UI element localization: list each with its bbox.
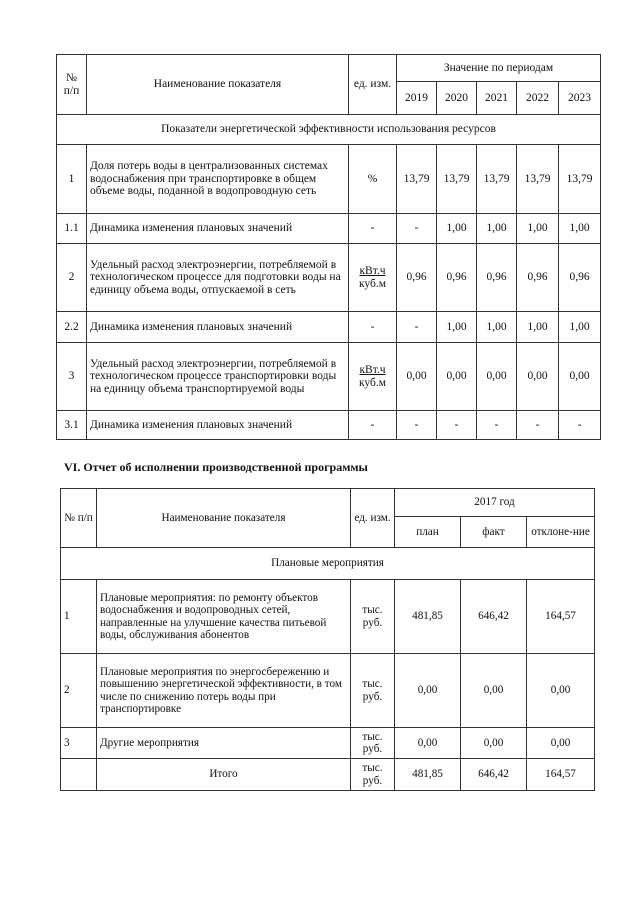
header-number: № п/п bbox=[61, 489, 97, 548]
row-fact: 646,42 bbox=[461, 580, 527, 654]
row-unit: % bbox=[349, 145, 397, 214]
total-label: Итого bbox=[97, 759, 351, 791]
table-row bbox=[61, 654, 595, 728]
header-indicator-name: Наименование показателя bbox=[97, 489, 351, 548]
row-indicator-name: Плановые мероприятия по энергосбережению и повышению энергетической эффективности, в том числе по снижению потерь воды при транспортировке bbox=[97, 654, 351, 728]
row-value: 0,00 bbox=[397, 343, 437, 411]
row-value: - bbox=[397, 411, 437, 440]
row-value: 0,96 bbox=[477, 244, 517, 312]
row-value: 0,00 bbox=[517, 343, 559, 411]
production-program-table bbox=[60, 488, 595, 791]
row-value: 1,00 bbox=[437, 214, 477, 244]
row-number: 1 bbox=[57, 145, 87, 214]
row-value: - bbox=[477, 411, 517, 440]
header-number: № п/п bbox=[57, 55, 87, 115]
row-value: 13,79 bbox=[437, 145, 477, 214]
row-value: 1,00 bbox=[559, 312, 601, 343]
header-year: 2020 bbox=[437, 82, 477, 115]
row-value: 1,00 bbox=[437, 312, 477, 343]
row-value: 13,79 bbox=[397, 145, 437, 214]
header-indicator-name: Наименование показателя bbox=[87, 55, 349, 115]
row-value: 13,79 bbox=[559, 145, 601, 214]
unit-denominator: куб.м bbox=[358, 277, 387, 290]
row-number: 3.1 bbox=[57, 411, 87, 440]
header-year: 2019 bbox=[397, 82, 437, 115]
table-row bbox=[61, 580, 595, 654]
row-deviation: 0,00 bbox=[527, 728, 595, 759]
row-number: 2 bbox=[61, 654, 97, 728]
row-value: - bbox=[517, 411, 559, 440]
table-row bbox=[57, 312, 601, 343]
row-value: 0,00 bbox=[477, 343, 517, 411]
row-indicator-name: Удельный расход электроэнергии, потребляемой в технологическом процессе для подготовки воды на единицу объема воды, отпускаемой в сеть bbox=[87, 244, 349, 312]
header-deviation: отклоне-ние bbox=[527, 517, 595, 548]
header-fact: факт bbox=[461, 517, 527, 548]
section-heading: Показатели энергетической эффективности использования ресурсов bbox=[57, 115, 601, 145]
row-number: 2 bbox=[57, 244, 87, 312]
header-year: 2022 bbox=[517, 82, 559, 115]
row-unit: тыс. руб. bbox=[351, 654, 395, 728]
row-unit: - bbox=[349, 312, 397, 343]
row-value: 1,00 bbox=[517, 214, 559, 244]
row-unit: тыс. руб. bbox=[351, 580, 395, 654]
row-deviation: 0,00 bbox=[527, 654, 595, 728]
row-unit: тыс. руб. bbox=[351, 759, 395, 791]
row-value: 0,00 bbox=[437, 343, 477, 411]
row-indicator-name: Доля потерь воды в централизованных системах водоснабжения при транспортировке в общем объеме воды, поданной в водопроводную сеть bbox=[87, 145, 349, 214]
total-deviation: 164,57 bbox=[527, 759, 595, 791]
row-number: 2.2 bbox=[57, 312, 87, 343]
section-heading: Плановые мероприятия bbox=[61, 548, 595, 580]
row-indicator-name: Плановые мероприятия: по ремонту объектов водоснабжения и водопроводных сетей, направленные на улучшение качества питьевой воды, обслуживания абонентов bbox=[97, 580, 351, 654]
row-value: 1,00 bbox=[477, 312, 517, 343]
table-row bbox=[57, 244, 601, 312]
row-plan: 0,00 bbox=[395, 654, 461, 728]
table-row bbox=[57, 214, 601, 244]
row-number: 3 bbox=[61, 728, 97, 759]
header-year: 2017 год bbox=[395, 489, 595, 517]
row-value: 1,00 bbox=[517, 312, 559, 343]
row-value: - bbox=[437, 411, 477, 440]
row-value: 1,00 bbox=[477, 214, 517, 244]
row-number: 1.1 bbox=[57, 214, 87, 244]
row-value: 13,79 bbox=[517, 145, 559, 214]
table-row bbox=[57, 343, 601, 411]
total-row bbox=[61, 759, 595, 791]
header-unit: ед. изм. bbox=[349, 55, 397, 115]
row-value: 0,96 bbox=[517, 244, 559, 312]
header-unit: ед. изм. bbox=[351, 489, 395, 548]
row-value: 13,79 bbox=[477, 145, 517, 214]
header-year: 2021 bbox=[477, 82, 517, 115]
row-number: 3 bbox=[57, 343, 87, 411]
table-row bbox=[61, 728, 595, 759]
row-unit: тыс. руб. bbox=[351, 728, 395, 759]
row-value: 0,96 bbox=[397, 244, 437, 312]
unit-denominator: куб.м bbox=[358, 376, 387, 389]
row-value: 0,96 bbox=[437, 244, 477, 312]
row-number bbox=[61, 759, 97, 791]
row-deviation: 164,57 bbox=[527, 580, 595, 654]
row-unit bbox=[349, 343, 397, 411]
row-value: 0,96 bbox=[559, 244, 601, 312]
row-fact: 0,00 bbox=[461, 728, 527, 759]
row-value: - bbox=[559, 411, 601, 440]
row-plan: 481,85 bbox=[395, 580, 461, 654]
unit-numerator: кВт.ч bbox=[359, 264, 386, 277]
row-unit bbox=[349, 244, 397, 312]
row-indicator-name: Динамика изменения плановых значений bbox=[87, 411, 349, 440]
header-periods: Значение по периодам bbox=[397, 55, 601, 82]
row-indicator-name: Удельный расход электроэнергии, потребляемой в технологическом процессе транспортировки воды на единицу объема транспортируемой воды bbox=[87, 343, 349, 411]
table-row bbox=[57, 411, 601, 440]
header-year: 2023 bbox=[559, 82, 601, 115]
header-plan: план bbox=[395, 517, 461, 548]
total-fact: 646,42 bbox=[461, 759, 527, 791]
row-plan: 0,00 bbox=[395, 728, 461, 759]
row-value: 1,00 bbox=[559, 214, 601, 244]
row-number: 1 bbox=[61, 580, 97, 654]
row-indicator-name: Динамика изменения плановых значений bbox=[87, 214, 349, 244]
section-title: VI. Отчет об исполнении производственной программы bbox=[64, 460, 368, 474]
row-indicator-name: Другие мероприятия bbox=[97, 728, 351, 759]
energy-efficiency-table bbox=[56, 54, 601, 440]
table-row bbox=[57, 145, 601, 214]
row-unit: - bbox=[349, 214, 397, 244]
row-unit: - bbox=[349, 411, 397, 440]
row-value: 0,00 bbox=[559, 343, 601, 411]
row-value: - bbox=[397, 312, 437, 343]
total-plan: 481,85 bbox=[395, 759, 461, 791]
row-value: - bbox=[397, 214, 437, 244]
unit-numerator: кВт.ч bbox=[359, 363, 386, 376]
row-indicator-name: Динамика изменения плановых значений bbox=[87, 312, 349, 343]
row-fact: 0,00 bbox=[461, 654, 527, 728]
